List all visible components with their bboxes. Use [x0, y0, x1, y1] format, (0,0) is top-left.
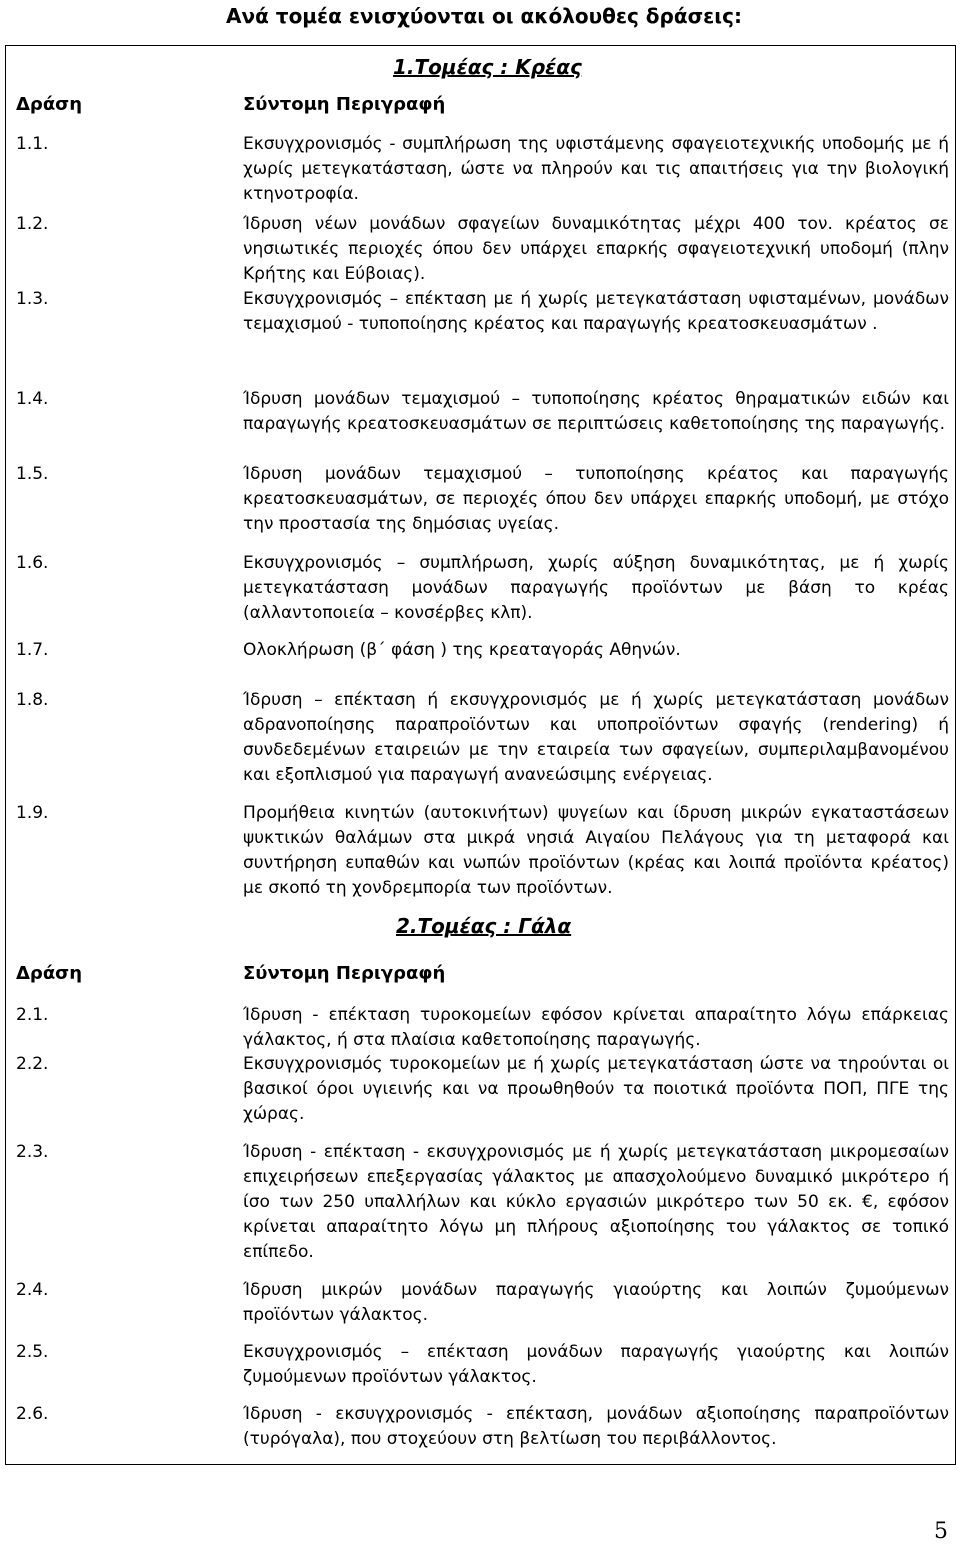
action-description: Προμήθεια κινητών (αυτοκινήτων) ψυγείων και ίδρυση μικρών εγκαταστάσεων ψυκτικών θαλάμων στα μικρά νησιά Αιγαίου Πελάγους για τη μεταφορά και συντήρηση ευπαθών και νωπών προϊόντων (κρέας και λοιπά προϊόντα κρέατος) με σκοπό τη χονδρεμπορία των προϊόντων.	[243, 803, 949, 898]
action-code: 1.3.	[16, 289, 49, 309]
column-header-description: Σύντομη Περιγραφή	[243, 963, 446, 984]
action-description: Ίδρυση μονάδων τεμαχισμού – τυποποίησης κρέατος και παραγωγής κρεατοσκευασμάτων, σε περιοχές όπου δεν υπάρχει επαρκής υποδομή, με στόχο την προστασία της δημόσιας υγείας.	[243, 464, 949, 534]
page-heading: Ανά τομέα ενισχύονται οι ακόλουθες δράσεις:	[226, 4, 742, 28]
action-description: Ίδρυση νέων μονάδων σφαγείων δυναμικότητας μέχρι 400 τον. κρέατος σε νησιωτικές περιοχές όπου δεν υπάρχει επαρκής σφαγειοτεχνική υποδομή (πλην Κρήτης και Εύβοιας).	[243, 214, 949, 284]
action-code: 2.3.	[16, 1142, 49, 1162]
action-code: 1.1.	[16, 134, 49, 154]
sector-title-milk: 2.Τομέας : Γάλα	[396, 914, 572, 938]
sector-title-meat: 1.Τομέας : Κρέας	[393, 55, 582, 79]
action-code: 1.2.	[16, 214, 49, 234]
action-description: Εκσυγχρονισμός – συμπλήρωση, χωρίς αύξηση δυναμικότητας, με ή χωρίς μετεγκατάσταση μονάδων παραγωγής προϊόντων με βάση το κρέας (αλλαντοποιεία – κονσέρβες κλπ).	[243, 553, 949, 623]
column-header-action: Δράση	[16, 94, 83, 115]
action-code: 1.7.	[16, 640, 49, 660]
action-code: 2.6.	[16, 1404, 49, 1424]
action-description: Ίδρυση – επέκταση ή εκσυγχρονισμός με ή χωρίς μετεγκατάσταση μονάδων αδρανοποίησης παραπροϊόντων και υποπροϊόντων σφαγής (rendering) ή συνδεδεμένων εταιρειών με την εταιρεία των σφαγείων, συμπεριλαμβανομένου και εξοπλισμού για παραγωγή ανανεώσιμης ενέργειας.	[243, 690, 949, 785]
action-code: 2.5.	[16, 1342, 49, 1362]
column-header-description: Σύντομη Περιγραφή	[243, 94, 446, 115]
action-code: 1.4.	[16, 389, 49, 409]
action-code: 2.1.	[16, 1005, 49, 1025]
action-description: Εκσυγχρονισμός – επέκταση με ή χωρίς μετεγκατάσταση υφισταμένων, μονάδων τεμαχισμού - τυποποίησης κρέατος και παραγωγής κρεατοσκευασμάτων .	[243, 289, 949, 334]
action-description: Ολοκλήρωση (β΄ φάση ) της κρεαταγοράς Αθηνών.	[243, 640, 681, 660]
action-description: Ίδρυση - επέκταση - εκσυγχρονισμός με ή χωρίς μετεγκατάσταση μικρομεσαίων επιχειρήσεων επεξεργασίας γάλακτος με απασχολούμενο δυναμικό μικρότερο ή ίσο των 250 υπαλλήλων και κύκλο εργασιών μικρότερο των 50 εκ. €, εφόσον κρίνεται απαραίτητο λόγω μη πλήρους αξιοποίησης του γάλακτος σε τοπικό επίπεδο.	[243, 1142, 949, 1262]
action-code: 2.2.	[16, 1054, 49, 1074]
action-code: 1.5.	[16, 464, 49, 484]
action-description: Ίδρυση μονάδων τεμαχισμού – τυποποίησης κρέατος θηραματικών ειδών και παραγωγής κρεατοσκευασμάτων σε περιπτώσεις καθετοποίησης της παραγωγής.	[243, 389, 949, 434]
actions-table	[5, 45, 956, 1465]
action-code: 1.6.	[16, 553, 49, 573]
action-description: Ίδρυση - εκσυγχρονισμός - επέκταση, μονάδων αξιοποίησης παραπροϊόντων (τυρόγαλα), που στοχεύουν στη βελτίωση του περιβάλλοντος.	[243, 1404, 949, 1449]
action-code: 2.4.	[16, 1280, 49, 1300]
page-number: 5	[934, 1519, 948, 1544]
action-description: Εκσυγχρονισμός τυροκομείων με ή χωρίς μετεγκατάσταση ώστε να τηρούνται οι βασικοί όροι υγιεινής και να προωθηθούν τα ποιοτικά προϊόντα ΠΟΠ, ΠΓΕ της χώρας.	[243, 1054, 949, 1124]
action-description: Ίδρυση μικρών μονάδων παραγωγής γιαούρτης και λοιπών ζυμούμενων προϊόντων γάλακτος.	[243, 1280, 949, 1325]
action-code: 1.8.	[16, 690, 49, 710]
action-description: Εκσυγχρονισμός – επέκταση μονάδων παραγωγής γιαούρτης και λοιπών ζυμούμενων προϊόντων γάλακτος.	[243, 1342, 949, 1387]
action-description: Ίδρυση - επέκταση τυροκομείων εφόσον κρίνεται απαραίτητο λόγω επάρκειας γάλακτος, ή στα πλαίσια καθετοποίησης παραγωγής.	[243, 1005, 949, 1050]
action-code: 1.9.	[16, 803, 49, 823]
column-header-action: Δράση	[16, 963, 83, 984]
action-description: Εκσυγχρονισμός - συμπλήρωση της υφιστάμενης σφαγειοτεχνικής υποδομής με ή χωρίς μετεγκατάσταση, ώστε να πληρούν και τις απαιτήσεις για την βιολογική κτηνοτροφία.	[243, 134, 949, 204]
